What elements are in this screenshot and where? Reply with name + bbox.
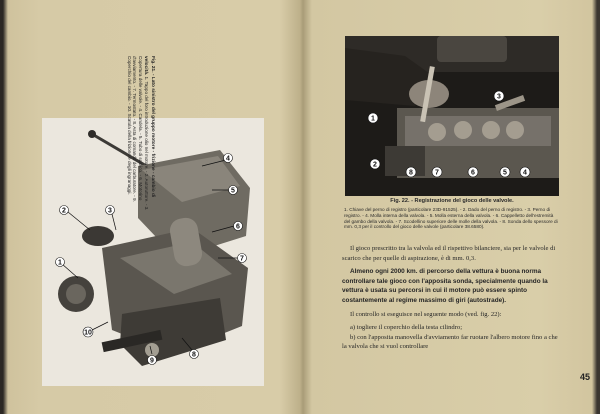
body-text <box>342 244 564 352</box>
procedure-intro: Il controllo si eseguisce nel seguente modo (ved. fig. 22): <box>350 310 502 318</box>
fig22-callout-4: 4 <box>523 169 527 177</box>
fig22-callout-8: 8 <box>409 169 413 177</box>
callout-4: 4 <box>226 155 230 163</box>
paragraph-gap: Il gioco prescritto tra la valvola ed il rispettivo bilanciere, sia per le valvole di scarico che per quelle di aspirazione, è di mm. 0,3. <box>342 245 556 262</box>
fig22-callout-6: 6 <box>471 169 475 177</box>
callout-10: 10 <box>84 329 92 337</box>
fig22-callout-2: 2 <box>373 161 377 169</box>
procedure-step-b: b) con l'apposita manovella d'avviamento far ruotare l'albero motore fino a che la valvola che si vuol controllare <box>342 333 558 351</box>
fig22-caption-title: Fig. 22. - Registrazione del gioco delle valvole. <box>390 198 514 204</box>
procedure-step-a: a) togliere il coperchio della testa cilindro; <box>350 324 463 332</box>
callout-9: 9 <box>150 357 154 365</box>
fig22-callout-7: 7 <box>435 169 439 177</box>
fig22-callout-1: 1 <box>371 115 375 123</box>
callout-3: 3 <box>108 207 112 215</box>
callout-5: 5 <box>231 187 235 195</box>
fig22-caption-body: 1. Chiave del perno di registro (particolare 23D-91525). - 2. Dado del perno di registro. - 3. Perno di registro. - 4. Molla interna della valvola. - 5. Molla esterna della valvola. - 6. Cappelletto dell'estremità del gambo della valvola. - 7. Scodellino superiore delle molle della valvola. - 8. Sonda dello spessore di mm. 0,3 per il controllo del gioco delle valvole (particolare 38.6580). <box>344 207 558 230</box>
callout-6: 6 <box>236 223 240 231</box>
fig21-caption-body: 1. Tappo del foro introduzione olio nel motore. - 2. Autoruttore. - 3. Copertura delle valvole. - 4. Candela. - 5. Tubo di scarico. - 6. Motorino d'avviamento. - 7. Termostato. - 8. Asta di comando del carburatore. - 9. Coperchio del cambio. - 10. Scatola della frizione e degli ingranaggi. <box>126 56 150 211</box>
callout-2: 2 <box>62 207 66 215</box>
valve-illustration <box>345 36 559 196</box>
valve-adjustment-photo <box>345 36 559 196</box>
paragraph-check-interval: Almeno ogni 2000 km. di percorso della vettura è buona norma controllare tale gioco con l'apposita sonda, specialmente quando la vettura è usata su percorsi in cui il motore può essere spinto costantemente al regime massimo di giri (autostrade). <box>342 268 548 304</box>
fig21-caption-title: Fig. 21. - Lato sinistro del gruppo motore - frizione - cambio di velocità. <box>143 56 155 198</box>
page-number: 45 <box>580 372 591 382</box>
fig22-callout-5: 5 <box>503 169 507 177</box>
callout-8: 8 <box>192 351 196 359</box>
right-page <box>302 0 600 414</box>
fig21-caption-rotated <box>124 56 156 216</box>
fig22-callout-3: 3 <box>497 93 501 101</box>
callout-7: 7 <box>240 255 244 263</box>
callout-1: 1 <box>58 259 62 267</box>
fig22-caption <box>344 198 560 230</box>
